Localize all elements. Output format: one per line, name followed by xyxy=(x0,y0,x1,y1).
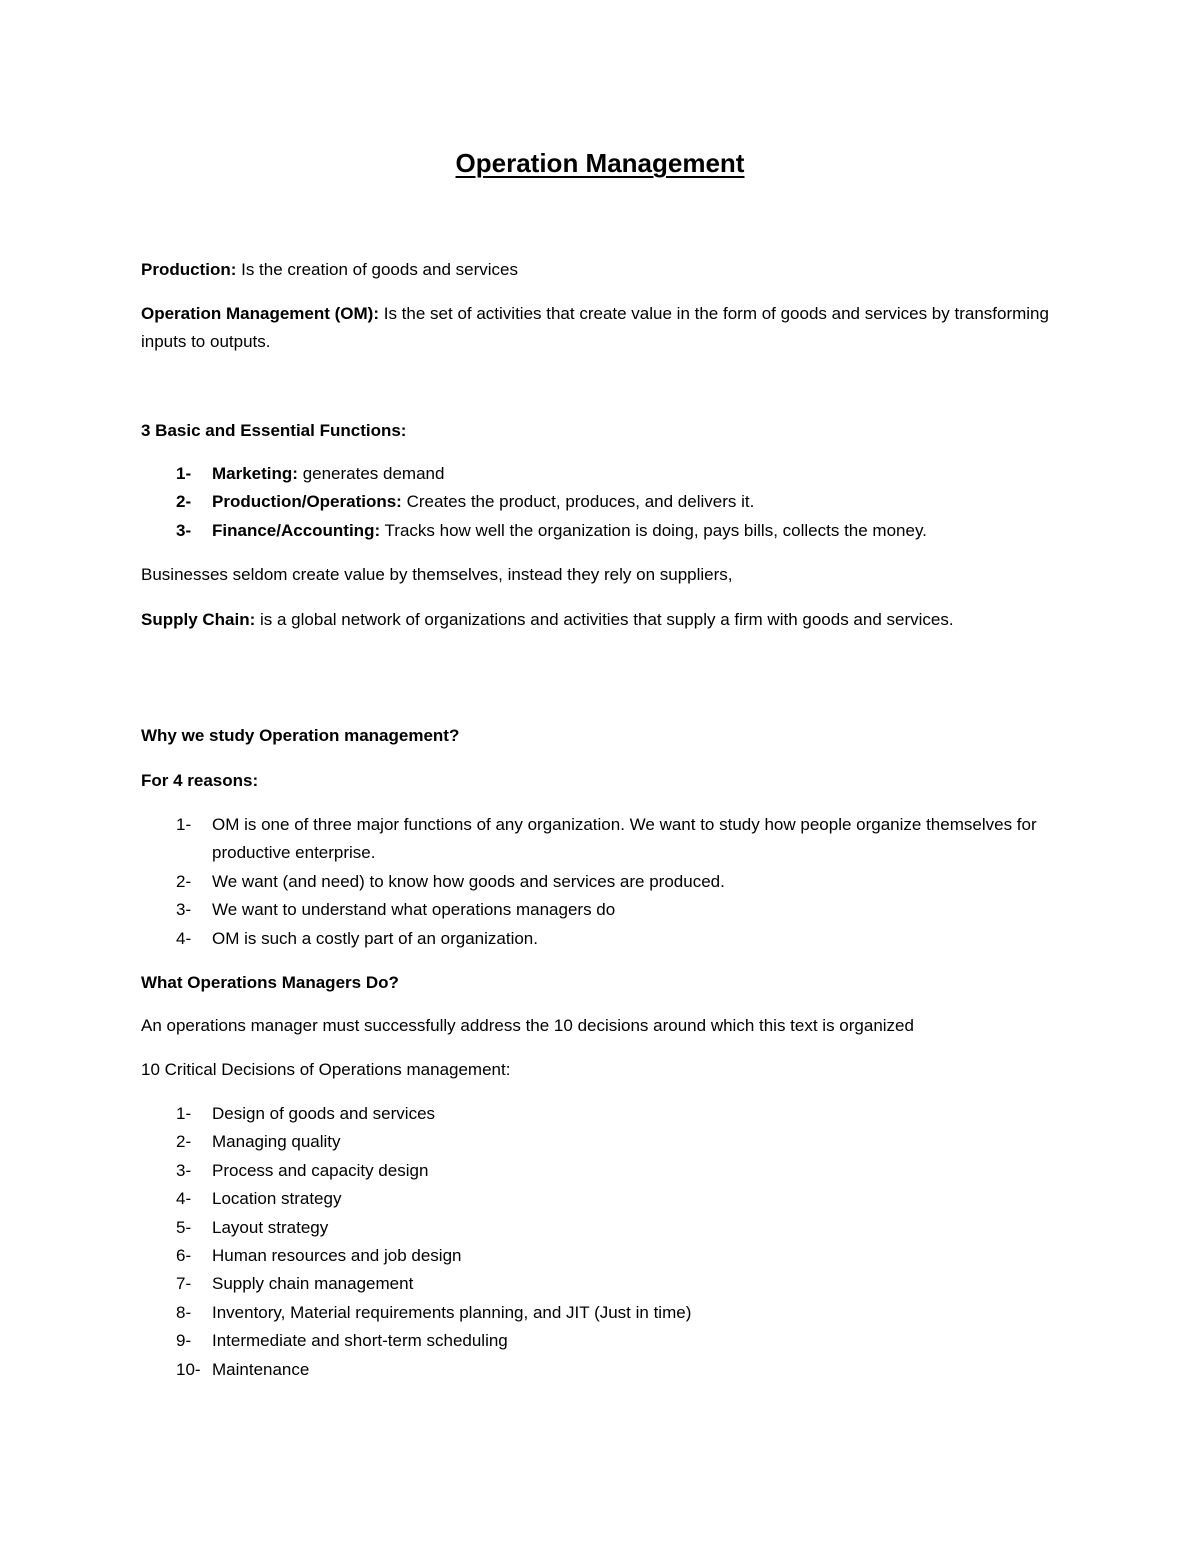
list-item xyxy=(141,488,1061,516)
list-number: 5- xyxy=(176,1217,192,1237)
list-number: 8- xyxy=(176,1302,192,1322)
production-term: Production: xyxy=(141,260,237,279)
list-number: 4- xyxy=(176,928,192,948)
supply-chain-text: is a global network of organizations and activities that supply a firm with goods and services. xyxy=(255,610,954,629)
list-text: OM is one of three major functions of any organization. We want to study how people organize themselves for productive enterprise. xyxy=(212,815,1037,863)
list-item xyxy=(141,868,1061,896)
list-number: 3- xyxy=(176,900,192,920)
decisions-heading: 10 Critical Decisions of Operations management: xyxy=(141,1060,511,1079)
managers-heading: What Operations Managers Do? xyxy=(141,973,399,992)
list-item xyxy=(141,1185,1061,1213)
list-number: 2- xyxy=(176,871,192,891)
list-item xyxy=(141,896,1061,924)
supply-chain-term: Supply Chain: xyxy=(141,610,256,629)
managers-paragraph: An operations manager must successfully address the 10 decisions around which this text is organized xyxy=(141,1016,914,1035)
list-number: 6- xyxy=(176,1246,192,1266)
list-text: OM is such a costly part of an organization. xyxy=(212,928,538,948)
list-number: 1- xyxy=(176,815,192,834)
list-number: 4- xyxy=(176,1189,192,1209)
list-number: 1- xyxy=(176,464,192,483)
list-text: We want (and need) to know how goods and services are produced. xyxy=(212,871,725,891)
om-definition xyxy=(141,300,1061,356)
functions-heading: 3 Basic and Essential Functions: xyxy=(141,421,407,440)
function-term: Production/Operations: xyxy=(212,492,402,512)
list-number: 10- xyxy=(176,1359,201,1379)
list-item xyxy=(141,1128,1061,1156)
function-term: Marketing: xyxy=(212,464,298,483)
list-item xyxy=(141,1356,1061,1384)
list-text: Managing quality xyxy=(212,1132,341,1152)
list-text: Maintenance xyxy=(212,1359,310,1379)
list-item xyxy=(141,811,1061,868)
function-text: Creates the product, produces, and delivers it. xyxy=(401,492,755,512)
list-item xyxy=(141,1100,1061,1128)
list-item xyxy=(141,517,1061,545)
decisions-list xyxy=(141,1100,1061,1384)
function-term: Finance/Accounting: xyxy=(212,520,381,540)
supply-chain-definition xyxy=(141,606,1061,634)
functions-list xyxy=(141,460,1061,545)
list-number: 3- xyxy=(176,1160,192,1180)
list-text: Human resources and job design xyxy=(212,1246,462,1266)
list-item xyxy=(141,1214,1061,1242)
om-text: Is the set of activities that create value in the form of goods and services by transforming inputs to outputs. xyxy=(141,304,1049,351)
list-text: We want to understand what operations managers do xyxy=(212,900,616,920)
list-item xyxy=(141,460,1061,488)
production-definition xyxy=(141,256,1061,284)
reasons-list xyxy=(141,811,1061,953)
why-subheading: For 4 reasons: xyxy=(141,771,259,790)
list-item xyxy=(141,1157,1061,1185)
list-number: 9- xyxy=(176,1331,192,1351)
list-number: 3- xyxy=(176,520,192,540)
list-item xyxy=(141,925,1061,953)
list-text: Design of goods and services xyxy=(212,1104,436,1123)
why-heading: Why we study Operation management? xyxy=(141,726,460,745)
list-text: Intermediate and short-term scheduling xyxy=(212,1331,508,1351)
list-number: 1- xyxy=(176,1104,192,1123)
list-item xyxy=(141,1327,1061,1355)
function-text: generates demand xyxy=(297,464,445,483)
list-text: Layout strategy xyxy=(212,1217,329,1237)
businesses-paragraph: Businesses seldom create value by themselves, instead they rely on suppliers, xyxy=(141,565,733,584)
list-number: 2- xyxy=(176,1132,192,1152)
list-text: Location strategy xyxy=(212,1189,342,1209)
list-number: 7- xyxy=(176,1274,192,1294)
list-text: Inventory, Material requirements planning, and JIT (Just in time) xyxy=(212,1302,692,1322)
document-title: Operation Management xyxy=(455,148,745,178)
list-text: Process and capacity design xyxy=(212,1160,429,1180)
list-number: 2- xyxy=(176,492,192,512)
production-text: Is the creation of goods and services xyxy=(236,260,518,279)
list-text: Supply chain management xyxy=(212,1274,414,1294)
list-item xyxy=(141,1242,1061,1270)
list-item xyxy=(141,1270,1061,1298)
om-term: Operation Management (OM): xyxy=(141,304,380,323)
list-item xyxy=(141,1299,1061,1327)
function-text: Tracks how well the organization is doing, pays bills, collects the money. xyxy=(380,520,927,540)
